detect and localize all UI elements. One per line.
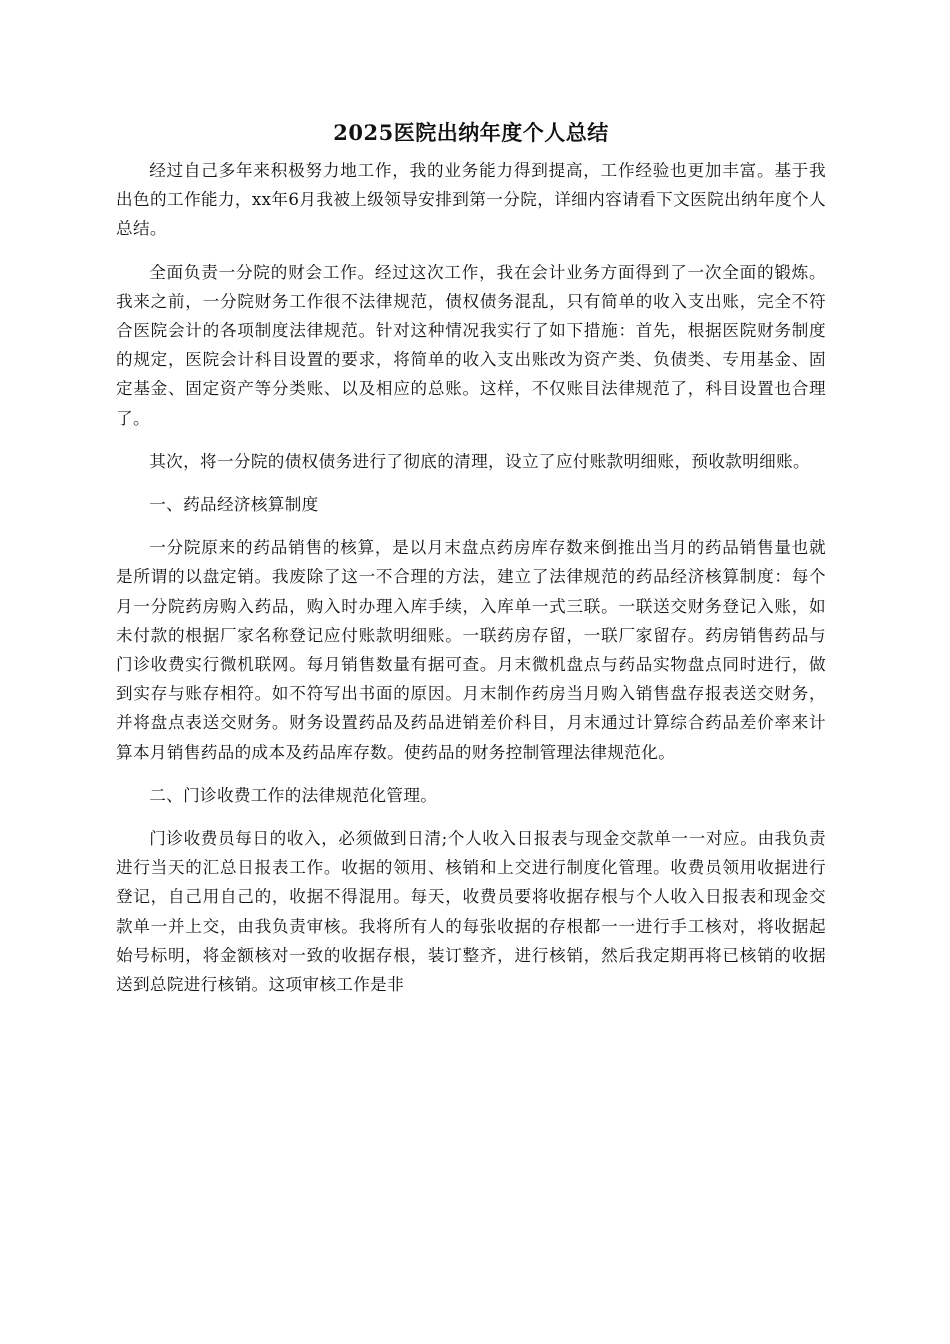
section-heading-outpatient-fees: 二、门诊收费工作的法律规范化管理。 bbox=[149, 785, 438, 805]
document-title: 2025医院出纳年度个人总结 bbox=[333, 120, 609, 145]
paragraph-outpatient-fees: 门诊收费员每日的收入，必须做到日清;个人收入日报表与现金交款单一一对应。由我负责进行当天的汇总日报表工作。收据的领用、核销和上交进行制度化管理。收费员领用收据进行登记，自己用自己的，收据不得混用。每天，收费员要将收据存根与个人收入日报表和现金交款单一并上交，由我负责审核。我将所有人的每张收据的存根都一一进行手工核对，将收据起始号标明，将金额核对一致的收据存根，装订整齐，进行核销，然后我定期再将已核销的收据送到总院进行核销。这项审核工作是非 bbox=[116, 829, 826, 995]
paragraph-intro: 经过自己多年来积极努力地工作，我的业务能力得到提高，工作经验也更加丰富。基于我出色的工作能力，xx年6月我被上级领导安排到第一分院，详细内容请看下文医院出纳年度个人总结。 bbox=[116, 161, 826, 239]
paragraph-accounting-overview: 全面负责一分院的财会工作。经过这次工作，我在会计业务方面得到了一次全面的锻炼。我来之前，一分院财务工作很不法律规范，债权债务混乱，只有简单的收入支出账，完全不符合医院会计的各项制度法律规范。针对这种情况我实行了如下措施：首先，根据医院财务制度的规定，医院会计科目设置的要求，将简单的收入支出账改为资产类、负债类、专用基金、固定基金、固定资产等分类账、以及相应的总账。这样，不仅账目法律规范了，科目设置也合理了。 bbox=[116, 262, 826, 428]
paragraph-debt-cleanup: 其次，将一分院的债权债务进行了彻底的清理，设立了应付账款明细账，预收款明细账。 bbox=[149, 451, 810, 471]
document-body bbox=[116, 156, 826, 1013]
paragraph-drug-accounting: 一分院原来的药品销售的核算，是以月末盘点药房库存数来倒推出当月的药品销售量也就是所谓的以盘定销。我废除了这一不合理的方法，建立了法律规范的药品经济核算制度：每个月一分院药房购入药品，购入时办理入库手续，入库单一式三联。一联送交财务登记入账，如未付款的根据厂家名称登记应付账款明细账。一联药房存留，一联厂家留存。药房销售药品与门诊收费实行微机联网。每月销售数量有据可查。月末微机盘点与药品实物盘点同时进行，做到实存与账存相符。如不符写出书面的原因。月末制作药房当月购入销售盘存报表送交财务，并将盘点表送交财务。财务设置药品及药品进销差价科目，月末通过计算综合药品差价率来计算本月销售药品的成本及药品库存数。使药品的财务控制管理法律规范化。 bbox=[116, 538, 826, 762]
section-heading-drug-accounting: 一、药品经济核算制度 bbox=[149, 495, 319, 515]
